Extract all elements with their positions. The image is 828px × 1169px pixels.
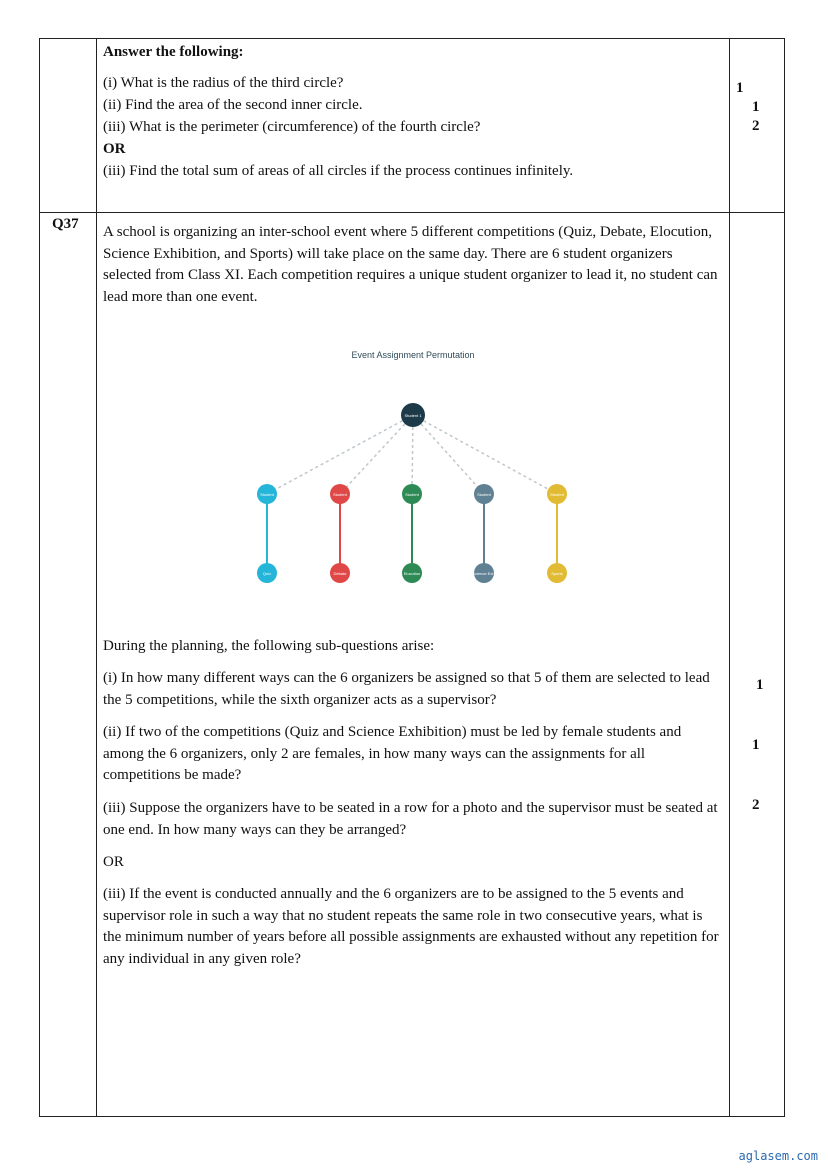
table-row-divider <box>39 212 785 213</box>
table-top-border <box>39 38 785 39</box>
section1-mark-3: 2 <box>752 118 760 134</box>
student-node-label-3: Student <box>477 492 491 497</box>
event-node-label-4: Sports <box>551 571 563 576</box>
sub-question-i: (i) In how many different ways can the 6 organizers be assigned so that 5 of them are selected to lead the 5 competitions, while the sixth organizer acts as a supervisor? <box>103 670 710 708</box>
q37-mark-3: 2 <box>752 797 760 813</box>
event-node-label-1: Debate <box>333 571 347 576</box>
q37-or: OR <box>103 854 124 870</box>
section1-question-iii-alt: (iii) Find the total sum of areas of all circles if the process continues infinitely. <box>103 163 574 179</box>
sub-question-ii: (ii) If two of the competitions (Quiz and Science Exhibition) must be led by female students and among the 6 organizers, only 2 are females, in how many ways can the assignments for all competitions be made? <box>103 724 682 783</box>
dashed-link-3 <box>413 415 484 494</box>
dashed-link-0 <box>267 415 413 494</box>
dashed-link-1 <box>340 415 413 494</box>
table-col-divider-1 <box>96 38 97 1117</box>
section1-mark-2: 1 <box>752 99 760 115</box>
q37-intro: A school is organizing an inter-school event where 5 different competitions (Quiz, Debate, Elocution, Science Exhibition, and Sports) will take place on the same day. There are 6 student organizers selected from Class XI. Each competition requires a unique student organizer to lead it, no student can lead more than one event. <box>103 224 718 305</box>
footer-watermark[interactable]: aglasem.com <box>738 1149 818 1163</box>
student-node-label-1: Student <box>333 492 347 497</box>
dashed-link-4 <box>413 415 557 494</box>
section1-heading: Answer the following: <box>103 44 244 60</box>
q37-mark-1: 1 <box>756 677 764 693</box>
table-bottom-border <box>39 1116 785 1117</box>
event-node-label-3: Science Exh. <box>472 571 496 576</box>
table-right-border <box>784 38 785 1117</box>
question-number: Q37 <box>52 216 79 232</box>
student-node-label-2: Student <box>405 492 419 497</box>
section1-question-iii: (iii) What is the perimeter (circumference) of the fourth circle? <box>103 119 481 135</box>
diagram-title: Event Assignment Permutation <box>351 350 475 360</box>
section1-mark-1: 1 <box>736 80 744 96</box>
event-node-label-2: Elocution <box>403 571 421 576</box>
section1-question-ii: (ii) Find the area of the second inner circle. <box>103 97 363 113</box>
q37-mark-2: 1 <box>752 737 760 753</box>
sub-question-iii-alt: (iii) If the event is conducted annually and the 6 organizers are to be assigned to the 5 events and supervisor role in such a way that no student repeats the same role in two consecutive years, what is the minimum number of years before all possible assignments are exhausted without any repetition for any individual in any given role? <box>103 886 719 967</box>
sub-question-iii: (iii) Suppose the organizers have to be seated in a row for a photo and the supervisor must be seated at one end. In how many ways can they be arranged? <box>103 800 718 838</box>
root-node-label: Student 1 <box>404 413 422 418</box>
student-node-label-4: Student <box>550 492 564 497</box>
event-node-label-0: Quiz <box>262 571 272 576</box>
student-node-label-0: Student <box>260 492 274 497</box>
table-col-divider-2 <box>729 38 730 1117</box>
table-left-border <box>39 38 40 1117</box>
section1-or: OR <box>103 141 126 157</box>
event-assignment-diagram <box>230 340 590 590</box>
section1-question-i: (i) What is the radius of the third circle? <box>103 75 344 91</box>
planning-text: During the planning, the following sub-questions arise: <box>103 638 435 654</box>
